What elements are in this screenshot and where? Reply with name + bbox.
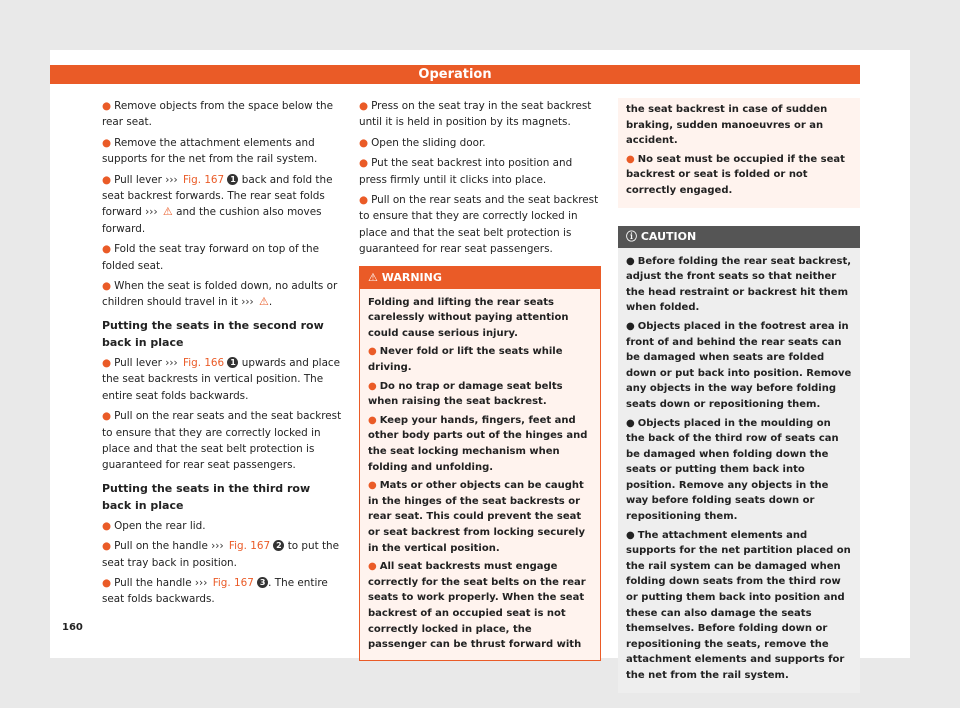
- warning-item: ● All seat backrests must engage correctly for the seat belts on the rear seats to work properly. When the seat backrest of an occupied seat is not correctly locked in place, the passenger can be thrust forward with: [368, 561, 586, 651]
- caution-icon: ⓘ: [626, 229, 637, 243]
- caution-item: ● The attachment elements and supports for the net partition placed on the rail system can be damaged when folding down seats from the third row or putting them back into position and these can also damage the seats themselves. Before folding down or repositioning the seats, remove the attachment elements and supports for the net from the rail system.: [626, 529, 851, 681]
- list-item: ● Pull on the rear seats and the seat backrest to ensure that they are correctly locked in place and that the seat belt protection is guaranteed for rear seat passengers.: [359, 194, 599, 256]
- caution-item: ● Objects placed in the footrest area in front of and behind the rear seats can be damaged when seats are folded down or put back into position. Remove any objects in the way before folding seats down or repositioning them.: [626, 320, 852, 410]
- warning-item: ● No seat must be occupied if the seat backrest or seat is folded or not correctly engaged.: [626, 153, 845, 196]
- list-item: ● Remove objects from the space below the rear seat.: [102, 100, 333, 129]
- figure-link[interactable]: Fig. 167: [228, 540, 271, 553]
- list-item: ● Open the rear lid.: [102, 519, 206, 532]
- callout-number: 1: [227, 174, 238, 185]
- callout-number: 1: [227, 357, 238, 368]
- section-heading: Putting the seats in the third row back in place: [102, 481, 311, 512]
- warning-box: [359, 266, 601, 661]
- list-item: ● Press on the seat tray in the seat backrest until it is held in position by its magnets.: [359, 100, 592, 129]
- warning-icon: ⚠: [258, 295, 269, 309]
- warning-item: ● Keep your hands, fingers, feet and other body parts out of the hinges and the seat locking mechanism when folding and unfolding.: [368, 414, 588, 473]
- column-1: [102, 98, 342, 612]
- warning-icon: ⚠: [162, 205, 173, 219]
- list-item: ● Pull on the rear seats and the seat backrest to ensure that they are correctly locked in place and that the seat belt protection is guaranteed for rear seat passengers.: [102, 410, 342, 472]
- list-item: ● Put the seat backrest into position and press firmly until it clicks into place.: [359, 157, 573, 186]
- warning-item: ● Never fold or lift the seats while driving.: [368, 346, 563, 374]
- figure-link[interactable]: Fig. 166: [183, 356, 225, 369]
- warning-continuation: [618, 98, 860, 208]
- warning-item: ● Do no trap or damage seat belts when raising the seat backrest.: [368, 380, 563, 408]
- warning-text: the seat backrest in case of sudden braking, sudden manoeuvres or an accident.: [626, 104, 828, 147]
- page-number: 160: [62, 622, 83, 633]
- warning-header: ⚠ WARNING: [360, 267, 600, 289]
- list-item: ● Pull lever ››› Fig. 167 1 back and fold the seat backrest forwards. The rear seat folds forward ››› ⚠ and the cushion also moves forward.: [102, 173, 333, 235]
- warning-item: ● Mats or other objects can be caught in the hinges of the seat backrests or rear seat. This could prevent the seat or seat backrest from locking securely in the vertical position.: [368, 480, 585, 554]
- callout-number: 3: [257, 577, 268, 588]
- caution-item: ● Objects placed in the moulding on the back of the third row of seats can be damaged when folding down the seats or putting them back into position. Remove any objects in the way before folding seats down or repositioning them.: [626, 417, 839, 523]
- list-item: ● Pull lever ››› Fig. 166 1 upwards and place the seat backrests in vertical position. The entire seat folds backwards.: [102, 356, 341, 402]
- figure-link[interactable]: Fig. 167: [183, 173, 225, 186]
- list-item: ● Pull on the handle ››› Fig. 167 2 to put the seat tray back in position.: [102, 540, 340, 569]
- warning-icon: ⚠: [368, 270, 378, 284]
- list-item: ● Pull the handle ››› Fig. 167 3 . The entire seat folds backwards.: [102, 576, 328, 606]
- callout-number: 2: [273, 540, 284, 551]
- warning-intro: Folding and lifting the rear seats carelessly without paying attention could cause serious injury.: [368, 296, 569, 339]
- figure-link[interactable]: Fig. 167: [212, 576, 254, 589]
- section-header: Operation: [50, 65, 860, 84]
- list-item: ● Open the sliding door.: [359, 136, 486, 149]
- caution-item: ● Before folding the rear seat backrest, adjust the front seats so that neither the head restraint or backrest hit them when folded.: [626, 255, 852, 314]
- list-item: ● Remove the attachment elements and supports for the net from the rail system.: [102, 136, 318, 166]
- caution-header: ⓘ CAUTION: [618, 226, 860, 248]
- list-item: ● When the seat is folded down, no adults or children should travel in it ››› ⚠.: [102, 280, 338, 309]
- list-item: ● Fold the seat tray forward on top of the folded seat.: [102, 243, 319, 272]
- caution-box: [618, 226, 860, 693]
- column-2: [359, 98, 601, 661]
- section-heading: Putting the seats in the second row back in place: [102, 318, 324, 349]
- column-3: [618, 98, 860, 693]
